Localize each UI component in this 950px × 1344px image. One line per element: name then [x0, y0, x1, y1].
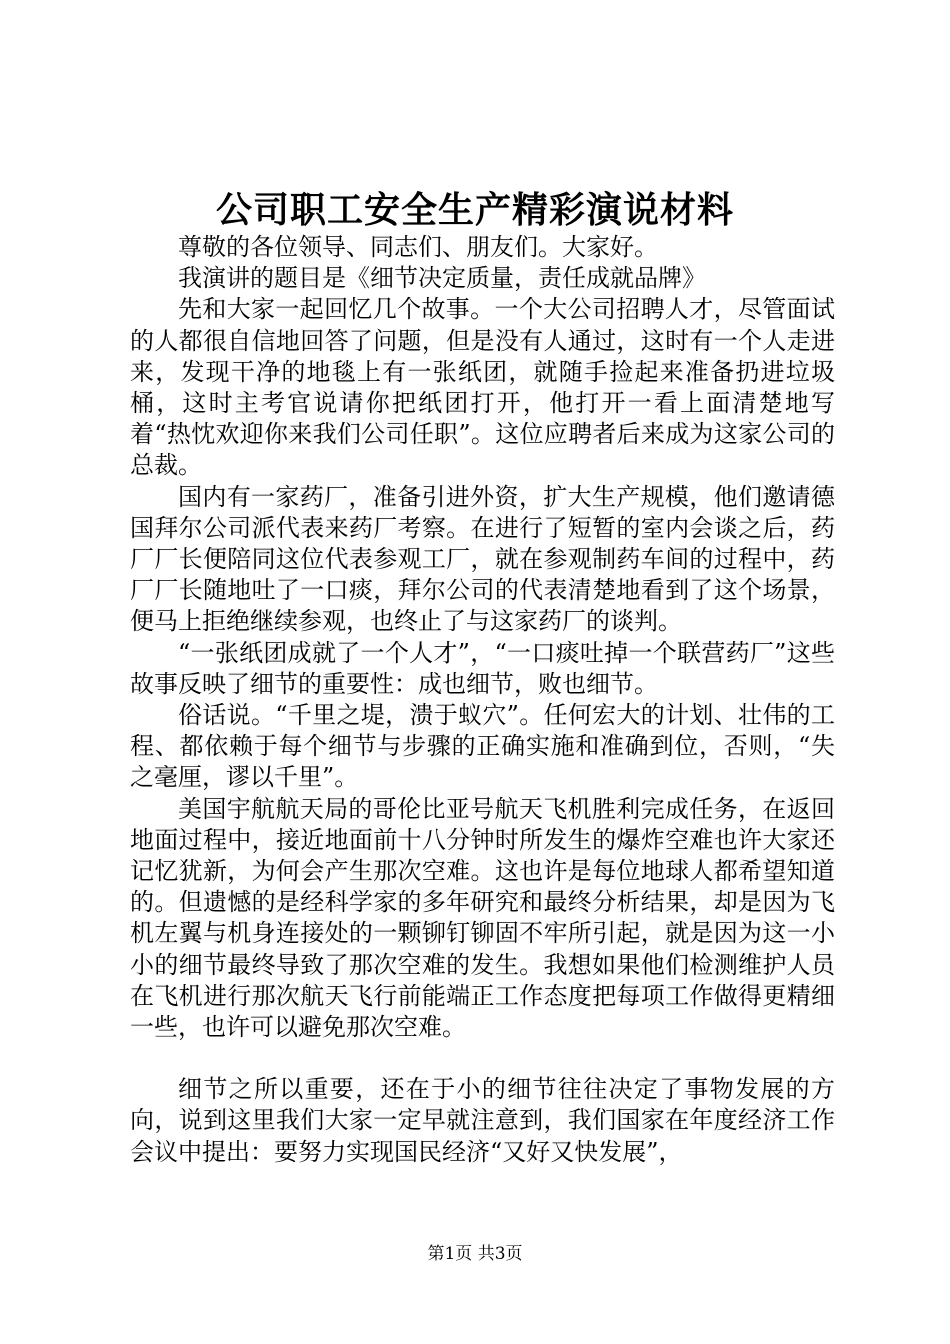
paragraph-speech-topic: 我演讲的题目是《细节决定质量，责任成就品牌》 [178, 264, 706, 293]
paragraph-columbia: 美国宇航航天局的哥伦比亚号航天飞机胜利完成任务，在返回地面过程中，接近地面前十八分钟时所发生的爆炸空难也许大家还记忆犹新，为何会产生那次空难。这也许是每位地球人都希望知道的。但遗憾的是经科学家的多年研究和最终分析结果，却是因为飞机左翼与机身连接处的一颗铆钉铆固不牢所引起，就是因为这一小小的细节最终导致了那次空难的发生。我想如果他们检测维护人员在飞机进行那次航天飞行前能端正工作态度把每项工作做得更精细一些，也许可以避免那次空难。 [130, 794, 835, 1042]
paragraph-story-pharma: 国内有一家药厂，准备引进外资，扩大生产规模，他们邀请德国拜尔公司派代表来药厂考察。在进行了短暂的室内会谈之后，药厂厂长便陪同这位代表参观工厂，就在参观制药车间的过程中，药厂厂长随地吐了一口痰，拜尔公司的代表清楚地看到了这个场景，便马上拒绝继续参观，也终止了与这家药厂的谈判。 [130, 482, 835, 636]
paragraph-direction: 细节之所以重要，还在于小的细节往往决定了事物发展的方向，说到这里我们大家一定早就注意到，我们国家在年度经济工作会议中提出：要努力实现国民经济“又好又快发展”， [130, 1075, 835, 1166]
paragraph-greeting: 尊敬的各位领导、同志们、朋友们。大家好。 [178, 233, 658, 261]
document-body [130, 232, 835, 1168]
paragraph-story-paper: 先和大家一起回忆几个故事。一个大公司招聘人才，尽管面试的人都很自信地回答了问题，但是没有人通过，这时有一个人走进来，发现干净的地毯上有一张纸团，就随手捡起来准备扔进垃圾桶，这时主考官说请你把纸团打开，他打开一看上面清楚地写着“热忱欢迎你来我们公司任职”。这位应聘者后来成为这家公司的总裁。 [130, 295, 835, 480]
paragraph-proverb: 俗话说。“千里之堤，溃于蚁穴”。任何宏大的计划、壮伟的工程、都依赖于每个细节与步骤的正确实施和准确到位，否则，“失之毫厘，谬以千里”。 [130, 701, 835, 792]
paragraph-details-importance: “一张纸团成就了一个人才”，“一口痰吐掉一个联营药厂”这些故事反映了细节的重要性：成也细节，败也细节。 [130, 638, 835, 698]
document-title: 公司职工安全生产精彩演说材料 [215, 189, 734, 231]
page-number-footer: 第1页 共3页 [427, 1244, 523, 1264]
